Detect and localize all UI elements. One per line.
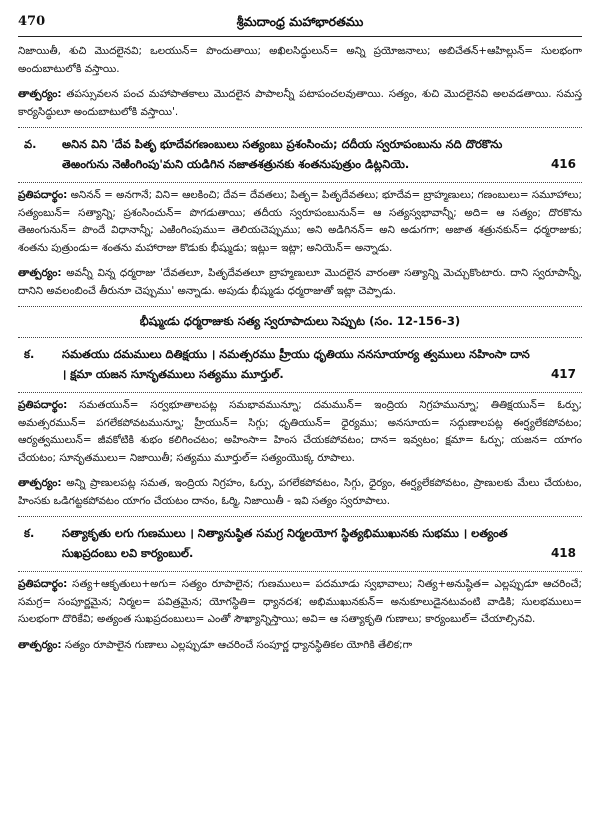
tatparyam-label: తాత్పర్యం: bbox=[18, 638, 62, 651]
tatparyam-paragraph bbox=[18, 265, 582, 300]
spacer bbox=[18, 467, 582, 475]
verse-text: సత్యాకృతు లగు గుణములు । నిత్యానుష్ఠిత సమగ్ర నిర్మలయోగ స్థిత్యభిముఖునకు సుభము । లత్యంత సుఖప్రదంబు లవి కార్యంబుల్. bbox=[62, 526, 508, 560]
tatparyam-label: తాత్పర్యం: bbox=[18, 267, 62, 279]
page-header bbox=[18, 14, 582, 37]
divider bbox=[18, 337, 582, 338]
verse-meter-tag: క. bbox=[24, 347, 35, 361]
verse-417 bbox=[18, 342, 582, 386]
verse-text: సమతయు దమములు దితిక్షయు । నమత్సరము హ్రీయు ధృతియు ననసూయార్య త్వములు నహింసా దాన । క్షమా యజన సూనృతములు సత్యము మూర్తుల్. bbox=[62, 347, 530, 381]
divider bbox=[18, 392, 582, 393]
page-number: 470 bbox=[18, 14, 46, 29]
pratipadartham-label: ప్రతిపదార్థం: bbox=[18, 399, 68, 411]
tatparyam-label: తాత్పర్యం: bbox=[18, 88, 62, 100]
pratipadartham-paragraph bbox=[18, 576, 582, 629]
verse-text: అనిన విని 'దేవ పితృ భూదేవగణంబులు సత్యంబు ప్రశంసించు; దదీయ స్వరూపంబును నది దొరకొను తెఱంగును నెఱింగింపు'మని యడిగిన నజాతశత్రునకు శంతనుపుత్రుం డిట్లనియె. bbox=[62, 137, 503, 171]
verse-number: 417 bbox=[550, 367, 576, 381]
tatparyam-paragraph bbox=[18, 637, 582, 655]
pratipadartham-label: ప్రతిపదార్థం: bbox=[18, 189, 68, 201]
spacer bbox=[18, 629, 582, 637]
verse-416 bbox=[18, 132, 582, 176]
pratipadartham-paragraph bbox=[18, 397, 582, 467]
pratipadartham-text: సమతయున్= సర్వభూతాలపట్ల సమభావమున్నూ; దమమున్= ఇంద్రియ నిగ్రహమున్నూ; తితిక్షయున్= ఓర్పు; అమత్సరమున్= పగలేకపోవటమున్నూ; హ్రీయున్= సిగ్గు; ధృతియున్= ధైర్యము; అనసూయ= సద్గుణాలపట్ల ఈర్ష్యలేకపోవటం; ఆర్యత్వములున్= జీవకోటికి శుభం కలిగించటం; అహింసా= హింస చేయకపోవటం; దాన= ఇవ్వటం; క్షమా= ఓర్పు; యజన= యాగం చేయటం; సూనృతములు= నిజాయితీ; సత్యము మూర్తుల్= సత్యంయొక్క రూపాలు. bbox=[18, 399, 582, 464]
pratipadartham-label: ప్రతిపదార్థం: bbox=[18, 578, 68, 590]
section-title: భీష్ముఁడు ధర్మరాజుకు సత్య స్వరూపాదులు సెప్పుట (సం. 12-156-3) bbox=[139, 314, 461, 328]
verse-number: 418 bbox=[550, 546, 576, 560]
tatparyam-paragraph bbox=[18, 86, 582, 121]
tatparyam-text: అన్ని ప్రాణులపట్ల సమత, ఇంద్రియ నిగ్రహం, ఓర్పు, పగలేకపోవటం, సిగ్గు, ధైర్యం, ఈర్ష్యలేకపోవటం, ప్రాణులకు మేలు చేయటం, హింసకు ఒడిగట్టకపోవటం యాగం చేయటం దానం, ఓర్మి, నిజాయితీ - ఇవి సత్యం స్వరూపాలు. bbox=[18, 477, 582, 507]
divider bbox=[18, 127, 582, 128]
spacer bbox=[18, 257, 582, 265]
pratipadartham-text: అనినన్ = అనగానే; విని= ఆలకించి; దేవ= దేవతలు; పితృ= పితృదేవతలు; భూదేవ= బ్రాహ్మణులు; గణంబులు= సమూహాలు; సత్యంబున్= సత్యాన్ని; ప్రశంసించున్= పొగడుతాయి; తదీయ స్వరూపంబునున్= ఆ సత్యస్వభావాన్నీ; అది= ఆ సత్యం; దొరకొను తెఱంగునున్= పొందే విధానాన్నీ; ఎఱింగింపుము= తెలియచెప్పుము; అని అడిగినన్= అని అడుగగా; అజాత శత్రునకున్= ధర్మరాజుకు; శంతను పుత్రుండు= శంతను మహారాజు కొడుకు భీష్ముడు; ఇట్లు= ఇట్లా; అనియెన్= అన్నాడు. bbox=[18, 189, 582, 254]
pratipadartham-text: సత్య+ఆకృతులు+అగు= సత్యం రూపాలైన; గుణములు= పదమూడు స్వభావాలు; నిత్య+అనుష్ఠిత= ఎల్లప్పుడూ ఆచరించే; సమగ్ర= సంపూర్ణమైన; నిర్మల= పవిత్రమైన; యోగస్థితి= ధ్యానదశ; అభిముఖునకున్= అనుకూలుడైనటువంటి వాడికి; సులభములు= సులభంగా దొరికేవి; అత్యంత సుఖప్రదంబులు= ఎంతో సౌఖ్యాన్నిస్తాయి; అవి= ఆ సత్యాకృతి గుణాలు; కార్యంబుల్= చేయాల్సినవి. bbox=[18, 578, 582, 625]
pratipadartham-paragraph bbox=[18, 187, 582, 257]
intro-paragraph: నిజాయితీ, శుచి మొదలైనవి; ఒలయున్= పొందుతాయి; అఖిలసిద్ధులున్= అన్ని ప్రయోజనాలు; అబిచేతన్+ఆహిల్లున్= సులభంగా అందుబాటులోకి వస్తాయి. bbox=[18, 45, 582, 75]
verse-number: 416 bbox=[550, 157, 576, 171]
verse-meter-tag: క. bbox=[24, 526, 35, 540]
tatparyam-text: అవన్నీ విన్న ధర్మరాజు 'దేవతలూ, పితృదేవతలూ బ్రాహ్మణులూ మొదలైన వారంతా సత్యాన్ని మెచ్చుకొంటారు. దాని స్వరూపాన్నీ, దానిని అవలంబించే తీరునూ చెప్పుము' అన్నాడు. అపుడు భీష్ముడు ధర్మరాజుతో ఇట్లా చెప్పాడు. bbox=[18, 267, 582, 297]
divider bbox=[18, 306, 582, 307]
tatparyam-label: తాత్పర్యం: bbox=[18, 477, 62, 489]
divider bbox=[18, 571, 582, 572]
divider bbox=[18, 182, 582, 183]
tatparyam-paragraph bbox=[18, 475, 582, 510]
tatparyam-text: సత్యం రూపాలైన గుణాలు ఎల్లప్పుడూ ఆచరించే సంపూర్ణ ధ్యానస్థితికల యోగికి తేలిక;గా bbox=[64, 638, 413, 651]
running-title: శ్రీమదాంధ్ర మహాభారతము bbox=[236, 14, 364, 29]
spacer bbox=[18, 78, 582, 86]
tatparyam-text: తపస్సువలన పంచ మహాపాతకాలు మొదలైన పాపాలన్నీ పటాపంచలవుతాయి. సత్యం, శుచి మొదలైనవి అలవడతాయి. సమస్త కార్యసిద్ధులూ అందుబాటులోకి వస్తాయి'. bbox=[18, 88, 582, 118]
divider bbox=[18, 516, 582, 517]
verse-meter-tag: వ. bbox=[24, 137, 37, 151]
verse-418 bbox=[18, 521, 582, 565]
